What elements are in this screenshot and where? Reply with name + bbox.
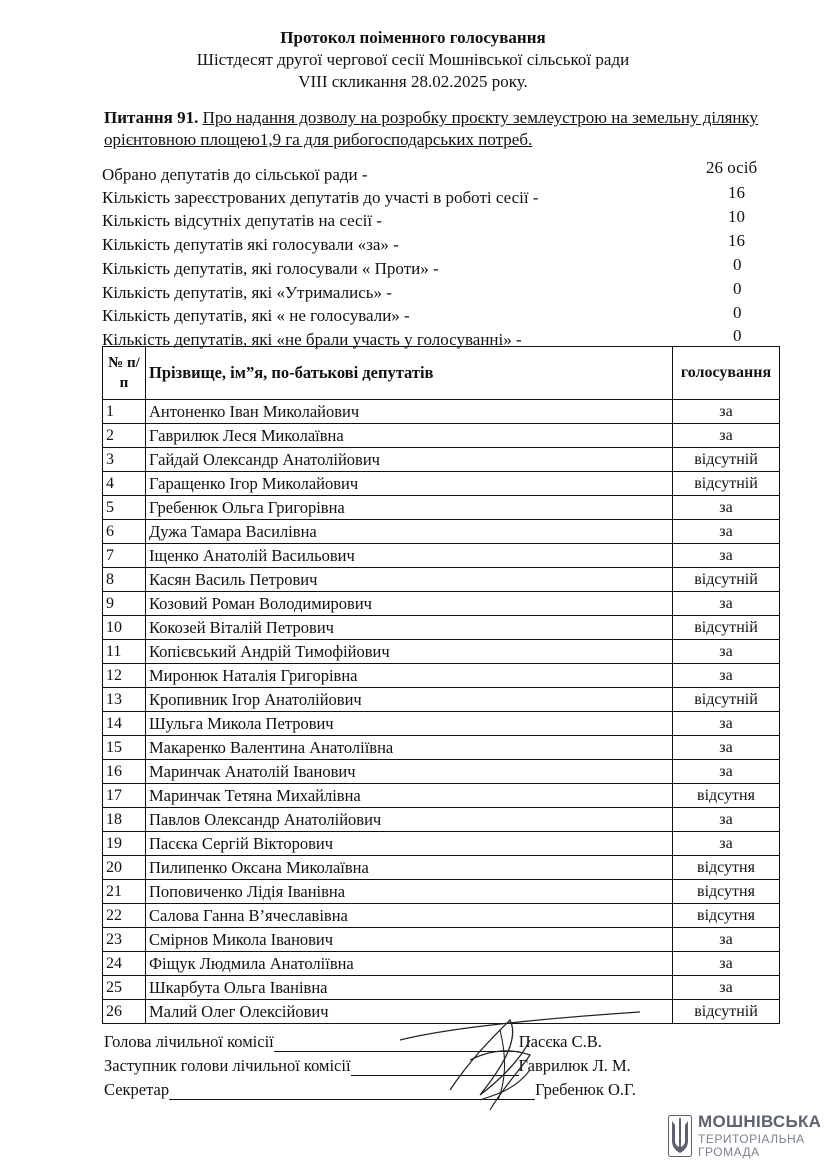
deputy-name: Гаращенко Ігор Миколайович <box>146 472 673 496</box>
vote-result: за <box>673 664 780 688</box>
deputy-name: Фіщук Людмила Анатоліївна <box>146 952 673 976</box>
vote-result: за <box>673 712 780 736</box>
vote-result: відсутня <box>673 880 780 904</box>
vote-result: за <box>673 760 780 784</box>
signature-role: Секретар <box>104 1080 170 1099</box>
row-number: 10 <box>103 616 146 640</box>
table-row <box>103 976 780 1000</box>
row-number: 25 <box>103 976 146 1000</box>
row-number: 2 <box>103 424 146 448</box>
header-name: Прізвище, ім”я, по-батькові депутатів <box>146 347 673 400</box>
vote-result: відсутній <box>673 616 780 640</box>
stat-value-for: 16 <box>728 231 745 250</box>
table-row <box>103 496 780 520</box>
question-number: Питання 91. <box>104 108 199 127</box>
row-number: 23 <box>103 928 146 952</box>
deputy-name: Пасєка Сергій Вікторович <box>146 832 673 856</box>
vote-result: відсутній <box>673 472 780 496</box>
signature-role: Голова лічильної комісії <box>104 1032 274 1051</box>
stat-value-not-voted: 0 <box>733 303 742 322</box>
logo-title: МОШНІВСЬКА <box>698 1112 822 1131</box>
row-number: 13 <box>103 688 146 712</box>
deputy-name: Гайдай Олександр Анатолійович <box>146 448 673 472</box>
row-number: 3 <box>103 448 146 472</box>
row-number: 8 <box>103 568 146 592</box>
table-row <box>103 568 780 592</box>
vote-result: за <box>673 832 780 856</box>
table-row <box>103 808 780 832</box>
deputy-name: Смірнов Микола Іванович <box>146 928 673 952</box>
deputy-name: Павлов Олександр Анатолійович <box>146 808 673 832</box>
vote-result: за <box>673 544 780 568</box>
table-row <box>103 856 780 880</box>
deputy-name: Маринчак Тетяна Михайлівна <box>146 784 673 808</box>
row-number: 22 <box>103 904 146 928</box>
vote-result: за <box>673 520 780 544</box>
stat-label-elected: Обрано депутатів до сільської ради - <box>102 165 368 184</box>
stat-value-not-participated: 0 <box>733 326 742 345</box>
vote-result: відсутній <box>673 448 780 472</box>
stat-value-against: 0 <box>733 255 742 274</box>
vote-result: за <box>673 424 780 448</box>
table-row <box>103 688 780 712</box>
table-row <box>103 640 780 664</box>
vote-result: за <box>673 496 780 520</box>
deputy-name: Гаврилюк Леся Миколаївна <box>146 424 673 448</box>
vote-result: відсутня <box>673 856 780 880</box>
vote-result: за <box>673 928 780 952</box>
table-row <box>103 472 780 496</box>
deputy-name: Антоненко Іван Миколайович <box>146 400 673 424</box>
row-number: 18 <box>103 808 146 832</box>
row-number: 7 <box>103 544 146 568</box>
row-number: 17 <box>103 784 146 808</box>
table-row <box>103 520 780 544</box>
signature-person: Гребенюк О.Г. <box>535 1080 636 1099</box>
stat-value-absent: 10 <box>728 207 745 226</box>
vote-result: відсутній <box>673 688 780 712</box>
row-number: 12 <box>103 664 146 688</box>
signature-role: Заступник голови лічильної комісії <box>104 1056 351 1075</box>
deputy-name: Макаренко Валентина Анатоліївна <box>146 736 673 760</box>
stat-label-not-voted: Кількість депутатів, які « не голосували» - <box>102 306 410 325</box>
trident-icon <box>668 1115 692 1157</box>
stat-label-abstained: Кількість депутатів, які «Утримались» - <box>102 283 392 302</box>
deputy-name: Маринчак Анатолій Іванович <box>146 760 673 784</box>
community-logo <box>666 1112 822 1162</box>
logo-subtitle-2: ГРОМАДА <box>698 1145 760 1159</box>
deputy-name: Кропивник Ігор Анатолійович <box>146 688 673 712</box>
vote-result: за <box>673 952 780 976</box>
deputy-name: Козовий Роман Володимирович <box>146 592 673 616</box>
table-header-row <box>103 347 780 400</box>
stat-value-abstained: 0 <box>733 279 742 298</box>
row-number: 9 <box>103 592 146 616</box>
table-row <box>103 880 780 904</box>
stat-value-elected: 26 осіб <box>706 158 758 177</box>
signature-person: Пасєка С.В. <box>518 1032 602 1051</box>
table-row <box>103 592 780 616</box>
deputy-name: Іщенко Анатолій Васильович <box>146 544 673 568</box>
voting-table <box>102 346 780 1024</box>
signature-person: Гаврилюк Л. М. <box>518 1056 631 1075</box>
table-row <box>103 952 780 976</box>
table-row <box>103 928 780 952</box>
session-line: Шістдесят другої чергової сесії Мошнівської сільської ради <box>196 50 630 69</box>
row-number: 4 <box>103 472 146 496</box>
deputy-name: Кокозей Віталій Петрович <box>146 616 673 640</box>
vote-result: відсутня <box>673 784 780 808</box>
vote-result: за <box>673 976 780 1000</box>
row-number: 6 <box>103 520 146 544</box>
convocation-line: VIІІ скликання 28.02.2025 року. <box>298 72 528 91</box>
deputy-name: Миронюк Наталія Григорівна <box>146 664 673 688</box>
table-row <box>103 544 780 568</box>
table-row <box>103 832 780 856</box>
table-row <box>103 616 780 640</box>
vote-result: за <box>673 592 780 616</box>
vote-result: відсутня <box>673 904 780 928</box>
stat-value-registered: 16 <box>728 183 745 202</box>
table-row <box>103 904 780 928</box>
vote-result: за <box>673 808 780 832</box>
row-number: 19 <box>103 832 146 856</box>
table-row <box>103 424 780 448</box>
table-row <box>103 400 780 424</box>
vote-result: за <box>673 400 780 424</box>
row-number: 16 <box>103 760 146 784</box>
row-number: 11 <box>103 640 146 664</box>
vote-result: за <box>673 640 780 664</box>
header-vote: голосування <box>673 347 780 400</box>
header-number: № п/п <box>103 347 146 400</box>
document-title: Протокол поіменного голосування <box>280 28 546 47</box>
deputy-name: Гребенюк Ольга Григорівна <box>146 496 673 520</box>
deputy-name: Касян Василь Петрович <box>146 568 673 592</box>
question-text: Про надання дозволу на розробку проєкту землеустрою на земельну ділянку орієнтовною площею1,9 га для рибогосподарських потреб. <box>104 108 759 149</box>
deputy-name: Шкарбута Ольга Іванівна <box>146 976 673 1000</box>
deputy-name: Салова Ганна В’ячеславівна <box>146 904 673 928</box>
question-block <box>104 107 804 151</box>
deputy-name: Шульга Микола Петрович <box>146 712 673 736</box>
table-row <box>103 664 780 688</box>
row-number: 26 <box>103 1000 146 1024</box>
table-row <box>103 784 780 808</box>
stat-label-for: Кількість депутатів які голосували «за» - <box>102 235 399 254</box>
vote-result: відсутній <box>673 568 780 592</box>
row-number: 1 <box>103 400 146 424</box>
row-number: 14 <box>103 712 146 736</box>
row-number: 20 <box>103 856 146 880</box>
stat-label-not-participated: Кількість депутатів, які «не брали участь у голосуванні» - <box>102 330 522 349</box>
row-number: 21 <box>103 880 146 904</box>
vote-result: відсутній <box>673 1000 780 1024</box>
deputy-name: Пилипенко Оксана Миколаївна <box>146 856 673 880</box>
deputy-name: Копієвський Андрій Тимофійович <box>146 640 673 664</box>
row-number: 15 <box>103 736 146 760</box>
row-number: 24 <box>103 952 146 976</box>
vote-result: за <box>673 736 780 760</box>
logo-subtitle-1: ТЕРИТОРІАЛЬНА <box>698 1132 805 1146</box>
stat-label-against: Кількість депутатів, які голосували « Проти» - <box>102 259 439 278</box>
table-row <box>103 736 780 760</box>
table-row <box>103 760 780 784</box>
deputy-name: Малий Олег Олексійович <box>146 1000 673 1024</box>
handwritten-signature-icon <box>380 1000 660 1120</box>
deputy-name: Дужа Тамара Василівна <box>146 520 673 544</box>
table-row <box>103 712 780 736</box>
stat-label-registered: Кількість зареєстрованих депутатів до участі в роботі сесії - <box>102 188 539 207</box>
deputy-name: Поповиченко Лідія Іванівна <box>146 880 673 904</box>
table-row <box>103 448 780 472</box>
row-number: 5 <box>103 496 146 520</box>
stat-label-absent: Кількість відсутніх депутатів на сесії - <box>102 211 382 230</box>
